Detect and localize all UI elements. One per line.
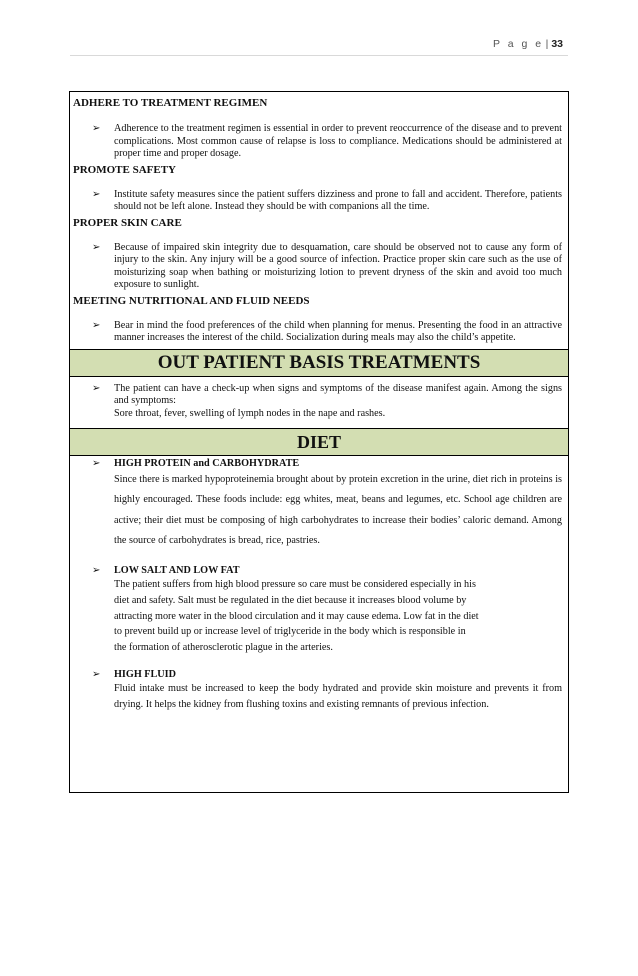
diet-item-title: LOW SALT AND LOW FAT — [114, 564, 240, 576]
arrow-bullet-icon: ➢ — [92, 241, 101, 253]
section-list-adhere — [70, 123, 568, 161]
section-list-nutrition — [70, 320, 568, 345]
arrow-bullet-icon: ➢ — [92, 123, 101, 134]
section-title-skin-care: PROPER SKIN CARE — [73, 216, 182, 229]
section-title-safety: PROMOTE SAFETY — [73, 163, 176, 176]
diet-banner: DIET — [70, 428, 568, 456]
list-item — [70, 565, 568, 656]
list-item — [70, 458, 568, 552]
arrow-bullet-icon: ➢ — [92, 319, 101, 331]
diet-item-title: HIGH FLUID — [114, 668, 176, 680]
diet-item-text: Fluid intake must be increased to keep the body hydrated and provide skin moisture and prevents it from drying. It helps the kidney from flushing toxins and existing remnants of previous infection. — [114, 683, 562, 710]
arrow-bullet-icon: ➢ — [92, 382, 101, 394]
diet-list — [70, 458, 568, 712]
outpatient-list — [70, 383, 568, 421]
list-item: ➢ Because of impaired skin integrity due to desquamation, care should be observed not to cause any form of injury to the skin. Any injury will be a good source of infection. Practice proper skin care such as the use of moisturizing soap when bathing or moisturizing lotion to prevent dryness of the skin and avoid too much exposure to sunlight. — [92, 241, 562, 290]
page-label: P a g e — [492, 38, 544, 50]
outpatient-banner: OUT PATIENT BASIS TREATMENTS — [70, 349, 568, 377]
page-number: 33 — [551, 38, 563, 50]
symptoms-line: Sore throat, fever, swelling of lymph nodes in the nape and rashes. — [114, 407, 386, 419]
list-item — [70, 669, 568, 713]
list-item: ➢ Adherence to the treatment regimen is essential in order to prevent reoccurrence of the disease and to prevent complications. Most common cause of relapse is loss to compliance. Medications should be administered at proper time and proper dosage. — [92, 123, 562, 159]
arrow-bullet-icon: ➢ — [92, 188, 101, 200]
list-item: ➢ Institute safety measures since the patient suffers dizziness and prone to fall and accident. Therefore, patients should not be left alone. Instead they should be with companions all the time. — [92, 188, 562, 212]
section-title-adhere: ADHERE TO TREATMENT REGIMEN — [73, 97, 268, 109]
page-separator: | — [545, 38, 549, 50]
arrow-bullet-icon: ➢ — [92, 668, 101, 680]
list-item: ➢ Bear in mind the food preferences of the child when planning for menus. Presenting the food in an attractive manner increases the interest of the child. Socialization during meals may also the child’s appetite. — [92, 319, 562, 343]
list-item: ➢ The patient can have a check-up when signs and symptoms of the disease manifest again. Among the signs and symptoms: Sore throat, fever, swelling of lymph nodes in the nape and rashes. — [92, 382, 562, 419]
arrow-bullet-icon: ➢ — [92, 564, 101, 576]
arrow-bullet-icon: ➢ — [92, 458, 101, 469]
diet-item-text: Since there is marked hypoproteinemia brought about by protein excretion in the urine, diet rich in proteins is highly encouraged. These foods include: egg whites, meat, beans and legumes, etc. School age children are active; their diet must be composing of high carbohydrates to increase their bodies’ caloric demand. Among the source of carbohydrates is bread, rice, pastries. — [114, 473, 562, 546]
content-box — [69, 91, 569, 793]
section-list-skin-care — [70, 242, 568, 292]
section-title-nutrition: MEETING NUTRITIONAL AND FLUID NEEDS — [73, 294, 310, 307]
diet-item-text: The patient suffers from high blood pressure so care must be considered especially in his diet and safety. Salt must be regulated in the diet because it increases blood volume by attracting more water in the blood circulation and it may cause edema. Low fat in the diet to prevent build up or increase level of triglyceride in the body which is responsible in the formation of atherosclerotic plague in the arteries. — [114, 579, 479, 654]
diet-item-title: HIGH PROTEIN and CARBOHYDRATE — [114, 458, 300, 469]
header-rule — [70, 55, 568, 56]
section-list-safety — [70, 189, 568, 214]
page-header — [493, 38, 563, 50]
